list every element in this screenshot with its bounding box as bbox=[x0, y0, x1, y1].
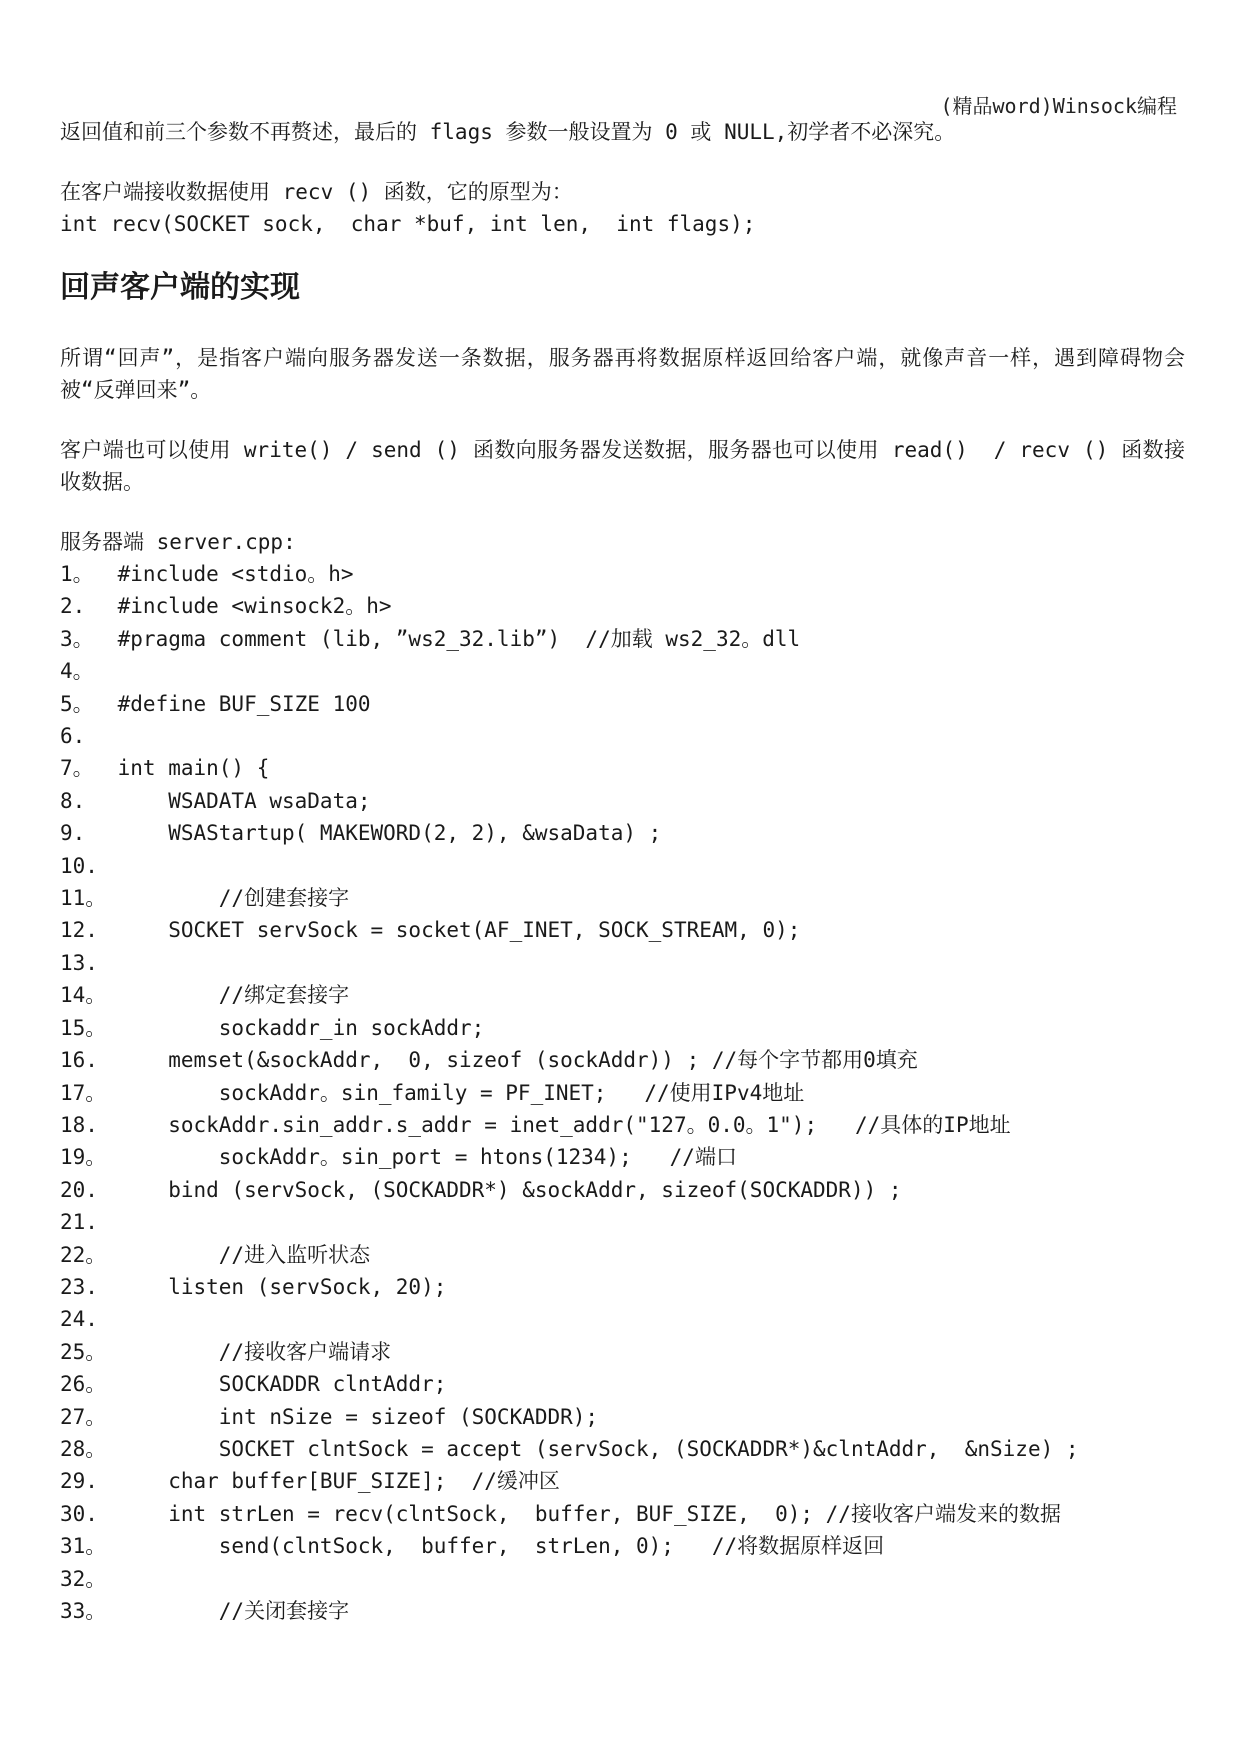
code-line bbox=[60, 1109, 1185, 1141]
code-line bbox=[60, 1498, 1185, 1530]
code-text: WSAStartup( MAKEWORD(2, 2), &wsaData) ; bbox=[105, 821, 662, 846]
code-text: //进入监听状态 bbox=[105, 1242, 371, 1267]
line-number: 33。 bbox=[60, 1599, 107, 1623]
code-line bbox=[60, 1206, 1185, 1238]
code-text: //创建套接字 bbox=[105, 886, 350, 911]
line-number: 18. bbox=[60, 1112, 98, 1137]
page-header: (精品word)Winsock编程 bbox=[940, 94, 1177, 118]
line-number: 3。 bbox=[60, 626, 94, 651]
code-line bbox=[60, 1271, 1185, 1303]
line-number: 8. bbox=[60, 788, 86, 813]
code-line bbox=[60, 1303, 1185, 1335]
code-text: //接收客户端请求 bbox=[105, 1339, 392, 1364]
recv-intro: 在客户端接收数据使用 recv () 函数，它的原型为： bbox=[60, 180, 573, 204]
code-text: #pragma comment (lib, ”ws2_32.lib”) //加载 ws2_32。dll bbox=[105, 626, 801, 651]
code-line bbox=[60, 914, 1185, 946]
line-number: 10. bbox=[60, 853, 98, 878]
code-line bbox=[60, 785, 1185, 817]
line-number: 21. bbox=[60, 1210, 98, 1235]
line-number: 2. bbox=[60, 594, 86, 619]
code-text: listen (servSock, 20); bbox=[105, 1274, 447, 1299]
code-line bbox=[60, 590, 1185, 622]
line-number: 15。 bbox=[60, 1015, 107, 1040]
line-number: 12. bbox=[60, 918, 98, 943]
line-number: 14。 bbox=[60, 983, 107, 1008]
code-line bbox=[60, 752, 1185, 784]
line-number: 29. bbox=[60, 1469, 98, 1494]
line-number: 6. bbox=[60, 724, 86, 749]
section-title: 回声客户端的实现 bbox=[60, 270, 300, 305]
line-number: 20. bbox=[60, 1177, 98, 1202]
code-text: int nSize = sizeof (SOCKADDR); bbox=[105, 1404, 599, 1429]
code-text: #define BUF_SIZE 100 bbox=[105, 691, 371, 716]
code-text: int strLen = recv(clntSock, buffer, BUF_SIZE, 0); //接收客户端发来的数据 bbox=[105, 1501, 1061, 1526]
recv-prototype: int recv(SOCKET sock, char *buf, int len, int flags); bbox=[60, 212, 756, 236]
code-line bbox=[60, 1141, 1185, 1173]
code-text: SOCKADDR clntAddr; bbox=[105, 1372, 447, 1397]
line-number: 24. bbox=[60, 1307, 98, 1332]
code-line bbox=[60, 1012, 1185, 1044]
code-text: #include <winsock2。h> bbox=[105, 594, 392, 619]
server-label: 服务器端 server.cpp: bbox=[60, 530, 296, 554]
client-paragraph: 客户端也可以使用 write() / send () 函数向服务器发送数据，服务器也可以使用 read() / recv () 函数接收数据。 bbox=[60, 438, 1185, 494]
code-line bbox=[60, 720, 1185, 752]
code-text: //关闭套接字 bbox=[105, 1599, 350, 1623]
page-content bbox=[60, 116, 1185, 1627]
line-number: 32。 bbox=[60, 1566, 107, 1591]
code-text: SOCKET clntSock = accept (servSock, (SOCKADDR*)&clntAddr, &nSize) ; bbox=[105, 1436, 1079, 1461]
code-line bbox=[60, 688, 1185, 720]
code-line bbox=[60, 1401, 1185, 1433]
line-number: 23. bbox=[60, 1274, 98, 1299]
code-line bbox=[60, 623, 1185, 655]
line-number: 25。 bbox=[60, 1339, 107, 1364]
line-number: 1。 bbox=[60, 562, 94, 586]
line-number: 7。 bbox=[60, 756, 94, 781]
code-line bbox=[60, 655, 1185, 687]
code-text: sockAddr.sin_addr.s_addr = inet_addr("127。0.0。1"); //具体的IP地址 bbox=[105, 1112, 1011, 1137]
code-text: bind (servSock, (SOCKADDR*) &sockAddr, sizeof(SOCKADDR)) ; bbox=[105, 1177, 902, 1202]
line-number: 13. bbox=[60, 950, 98, 975]
line-number: 22。 bbox=[60, 1242, 107, 1267]
line-number: 30. bbox=[60, 1501, 98, 1526]
code-text: //绑定套接字 bbox=[105, 983, 350, 1008]
code-line bbox=[60, 1044, 1185, 1076]
code-text: WSADATA wsaData; bbox=[105, 788, 371, 813]
code-text: sockAddr。sin_port = htons(1234); //端口 bbox=[105, 1145, 737, 1170]
intro-paragraph: 返回值和前三个参数不再赘述，最后的 flags 参数一般设置为 0 或 NULL,初学者不必深究。 bbox=[60, 120, 956, 144]
line-number: 16. bbox=[60, 1048, 98, 1073]
line-number: 17。 bbox=[60, 1080, 107, 1105]
line-number: 28。 bbox=[60, 1436, 107, 1461]
code-line bbox=[60, 817, 1185, 849]
line-number: 26。 bbox=[60, 1372, 107, 1397]
code-line bbox=[60, 850, 1185, 882]
line-number: 9. bbox=[60, 821, 86, 846]
code-line bbox=[60, 1336, 1185, 1368]
echo-paragraph: 所谓“回声”，是指客户端向服务器发送一条数据，服务器再将数据原样返回给客户端，就像声音一样，遇到障碍物会被“反弹回来”。 bbox=[60, 346, 1185, 402]
code-line bbox=[60, 979, 1185, 1011]
code-line bbox=[60, 947, 1185, 979]
line-number: 5。 bbox=[60, 691, 94, 716]
code-text: send(clntSock, buffer, strLen, 0); //将数据原样返回 bbox=[105, 1534, 885, 1559]
code-text: SOCKET servSock = socket(AF_INET, SOCK_STREAM, 0); bbox=[105, 918, 801, 943]
code-line bbox=[60, 1595, 1185, 1627]
code-line bbox=[60, 558, 1185, 590]
code-text: memset(&sockAddr, 0, sizeof (sockAddr)) ; //每个字节都用0填充 bbox=[105, 1048, 918, 1073]
code-text: char buffer[BUF_SIZE]; //缓冲区 bbox=[105, 1469, 560, 1494]
code-line bbox=[60, 1368, 1185, 1400]
code-text: int main() { bbox=[105, 756, 270, 781]
line-number: 31。 bbox=[60, 1534, 107, 1559]
line-number: 27。 bbox=[60, 1404, 107, 1429]
line-number: 19。 bbox=[60, 1145, 107, 1170]
code-line bbox=[60, 1239, 1185, 1271]
line-number: 11。 bbox=[60, 886, 107, 911]
code-line bbox=[60, 1174, 1185, 1206]
code-line bbox=[60, 1563, 1185, 1595]
code-line bbox=[60, 1530, 1185, 1562]
line-number: 4。 bbox=[60, 659, 94, 684]
code-text: sockaddr_in sockAddr; bbox=[105, 1015, 485, 1040]
code-text: #include <stdio。h> bbox=[105, 562, 354, 586]
code-line bbox=[60, 882, 1185, 914]
code-line bbox=[60, 1077, 1185, 1109]
code-text: sockAddr。sin_family = PF_INET; //使用IPv4地址 bbox=[105, 1080, 805, 1105]
code-line bbox=[60, 1433, 1185, 1465]
code-listing bbox=[60, 558, 1185, 1627]
code-line bbox=[60, 1465, 1185, 1497]
